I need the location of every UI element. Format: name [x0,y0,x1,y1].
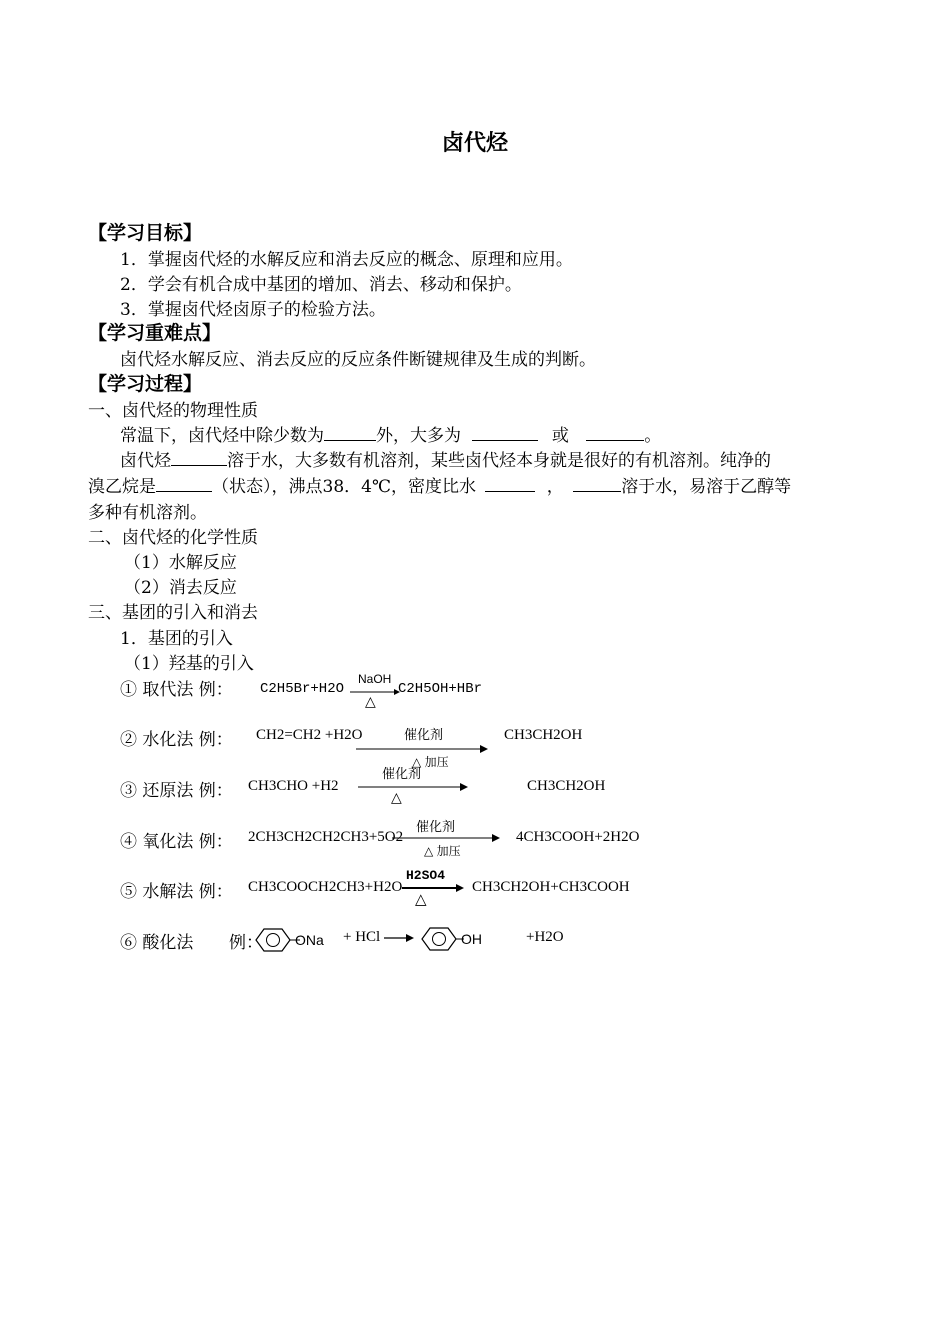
reaction-4-reactant: 2CH3CH2CH2CH3+5O2 [248,829,404,845]
reaction-6-arrow [384,934,414,942]
section-1-title: 一、卤代烃的物理性质 [88,401,258,421]
reaction-3-above: 催化剂 [382,766,422,781]
text: 溶于水，大多数有机溶剂，某些卤代烃本身就是很好的有机溶剂。纯净的 [227,451,771,471]
reaction-4-label: ④ 氧化法 例： [120,832,233,852]
reaction-5-below: △ [415,890,427,908]
section-3-sub-2: （1）羟基的引入 [124,654,254,674]
goal-item-2: 2．学会有机合成中基团的增加、消去、移动和保护。 [120,275,522,295]
reaction-2-reactant: CH2=CH2 +H2O [256,727,363,743]
reaction-4-above: 催化剂 [416,819,456,834]
reaction-6-label: ⑥ 酸化法 [120,933,194,953]
blank[interactable] [485,476,535,492]
reaction-6-hcl: + HCl [343,929,381,945]
goal-item-1: 1．掌握卤代烃的水解反应和消去反应的概念、原理和应用。 [120,250,573,270]
blank[interactable] [586,425,644,441]
reaction-5-reactant: CH3COOCH2CH3+H2O [248,879,403,895]
reaction-1-below: △ [365,694,376,710]
goals-header: 【学习目标】 [88,222,203,244]
physical-property-line-3 [88,472,791,497]
blank[interactable] [573,476,621,492]
reaction-6-product-group: OH [461,931,482,947]
reaction-4-below: △ 加压 [424,844,461,858]
reaction-6-product-extra: +H2O [526,929,564,945]
text: 。 [644,426,662,446]
blank[interactable] [156,476,212,492]
key-points-text: 卤代烃水解反应、消去反应的反应条件断键规律及生成的判断。 [120,350,596,370]
benzene-ring-icon [255,928,291,952]
section-3-title: 三、基团的引入和消去 [88,603,258,623]
text: 卤代烃 [120,451,171,471]
blank[interactable] [324,425,376,441]
reaction-4-product: 4CH3COOH+2H2O [516,829,640,845]
text: 溶于水，易溶于乙醇等 [621,477,792,497]
reaction-4-arrow [392,834,500,842]
reaction-2-label: ② 水化法 例： [120,730,233,750]
text: 外，大多为 [376,426,461,446]
text: （状态），沸点38．4℃，密度比水 [212,477,476,497]
reaction-1-above: NaOH [358,672,392,686]
text: 常温下，卤代烃中除少数为 [120,426,324,446]
hydrolysis-item: （1）水解反应 [124,553,237,573]
process-header: 【学习过程】 [88,373,203,395]
blank[interactable] [472,425,538,441]
reaction-6-reactant-group: ONa [295,932,324,948]
reaction-5-label: ⑤ 水解法 例： [120,882,233,902]
reaction-1-reactant: C2H5Br+H2O [260,681,345,697]
reaction-2-arrow [356,745,488,753]
physical-property-line-2 [120,446,771,471]
elimination-item: （2）消去反应 [124,578,237,598]
reaction-2-above: 催化剂 [404,727,444,742]
section-2-title: 二、卤代烃的化学性质 [88,528,258,548]
reaction-1-label: ① 取代法 例： [120,680,233,700]
reaction-5-product: CH3CH2OH+CH3COOH [472,879,630,895]
reaction-5-arrow [402,884,464,892]
reaction-3-below: △ [391,790,402,806]
reaction-6-example: 例： [229,933,263,953]
reaction-2-below: △ 加压 [412,755,449,769]
reaction-3-arrow [358,783,468,791]
reaction-3-reactant: CH3CHO +H2 [248,778,339,794]
physical-property-line-1 [120,421,661,446]
reaction-5-above: H2SO4 [406,868,446,883]
text: 或 [551,426,569,446]
text: 溴乙烷是 [88,477,156,497]
blank[interactable] [171,450,227,466]
goal-item-3: 3．掌握卤代烃卤原子的检验方法。 [120,300,386,320]
reaction-1-product: C2H5OH+HBr [398,681,483,697]
reaction-3-label: ③ 还原法 例： [120,781,233,801]
page-title: 卤代烃 [441,131,508,156]
reaction-3-product: CH3CH2OH [527,778,606,794]
benzene-ring-icon [421,927,457,951]
key-points-header: 【学习重难点】 [88,322,222,344]
text: ， [546,477,564,497]
physical-property-line-4: 多种有机溶剂。 [88,503,207,523]
section-3-sub-1: 1．基团的引入 [120,629,233,649]
reaction-2-product: CH3CH2OH [504,727,583,743]
